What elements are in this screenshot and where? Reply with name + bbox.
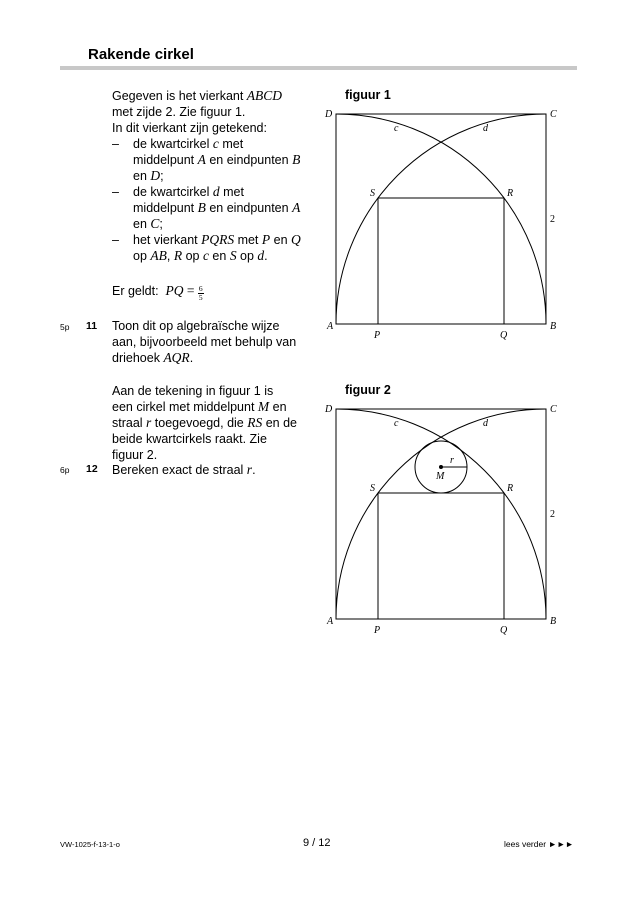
q12-points: 6p (60, 465, 70, 475)
label-C: C (550, 109, 557, 120)
fraction-six-fifths: $\frac{6}{5}$ (198, 284, 203, 302)
intro-line-1: Gegeven is het vierkant ABCD (112, 88, 283, 103)
label-P: P (374, 330, 381, 341)
label-c: c (394, 123, 399, 134)
label-A: A (327, 616, 334, 627)
square-pqrs (378, 198, 504, 324)
intro-text (112, 88, 301, 264)
q12-number: 12 (86, 463, 98, 475)
figure2-diagram (322, 395, 562, 640)
center-m (439, 465, 443, 469)
label-R: R (507, 188, 514, 199)
arc-c (336, 114, 546, 324)
q12-text: Bereken exact de straal r. (112, 462, 256, 477)
header-rule (60, 66, 577, 70)
q11-number: 11 (86, 320, 98, 332)
label-r: r (450, 455, 454, 466)
intro-line-3: In dit vierkant zijn getekend: (112, 121, 267, 135)
square-pqrs (378, 493, 504, 619)
label-side-length: 2 (550, 509, 555, 520)
label-A: A (327, 321, 334, 332)
label-Q: Q (500, 625, 508, 636)
label-P: P (374, 625, 381, 636)
figure1-caption: figuur 1 (345, 88, 391, 102)
q11-text: Toon dit op algebraïsche wijze aan, bijvoorbeeld met behulp van driehoek AQR. (112, 319, 297, 365)
figure1-diagram (322, 100, 562, 345)
label-B: B (550, 321, 557, 332)
label-d: d (483, 418, 488, 429)
label-S: S (370, 188, 375, 199)
label-C: C (550, 404, 557, 415)
q11-points: 5p (60, 322, 70, 332)
label-D: D (325, 404, 333, 415)
label-B: B (550, 616, 557, 627)
page-title: Rakende cirkel (88, 46, 194, 63)
footer-page-number: 9 / 12 (303, 837, 331, 849)
label-c: c (394, 418, 399, 429)
arc-d (336, 114, 546, 324)
bullet-square-pqrs: – het vierkant PQRS met P en Q op AB, R op c en S op d. (112, 232, 301, 263)
given-statement: Er geldt: PQ = $\frac{6}{5}$ (112, 283, 203, 302)
label-side-length: 2 (550, 214, 555, 225)
label-d: d (483, 123, 488, 134)
footer-exam-code: VW-1025-f-13-1-o (60, 840, 120, 849)
square-abcd (336, 114, 546, 324)
label-Q: Q (500, 330, 508, 341)
part2-text: Aan de tekening in figuur 1 is een cirkel met middelpunt M en straal r toegevoegd, die RS en de beide kwartcirkels raakt. Zie figuur 2. (112, 384, 297, 462)
label-D: D (325, 109, 333, 120)
label-S: S (370, 483, 375, 494)
label-M: M (436, 471, 445, 482)
footer-continue: lees verder ►►► (504, 839, 574, 849)
figure2-caption: figuur 2 (345, 383, 391, 397)
bullet-quarter-circle-c: – de kwartcirkel c met middelpunt A en eindpunten B en D; (112, 136, 301, 183)
bullet-quarter-circle-d: – de kwartcirkel d met middelpunt B en eindpunten A en C; (112, 184, 301, 231)
label-R: R (507, 483, 514, 494)
intro-line-2: met zijde 2. Zie figuur 1. (112, 105, 246, 119)
